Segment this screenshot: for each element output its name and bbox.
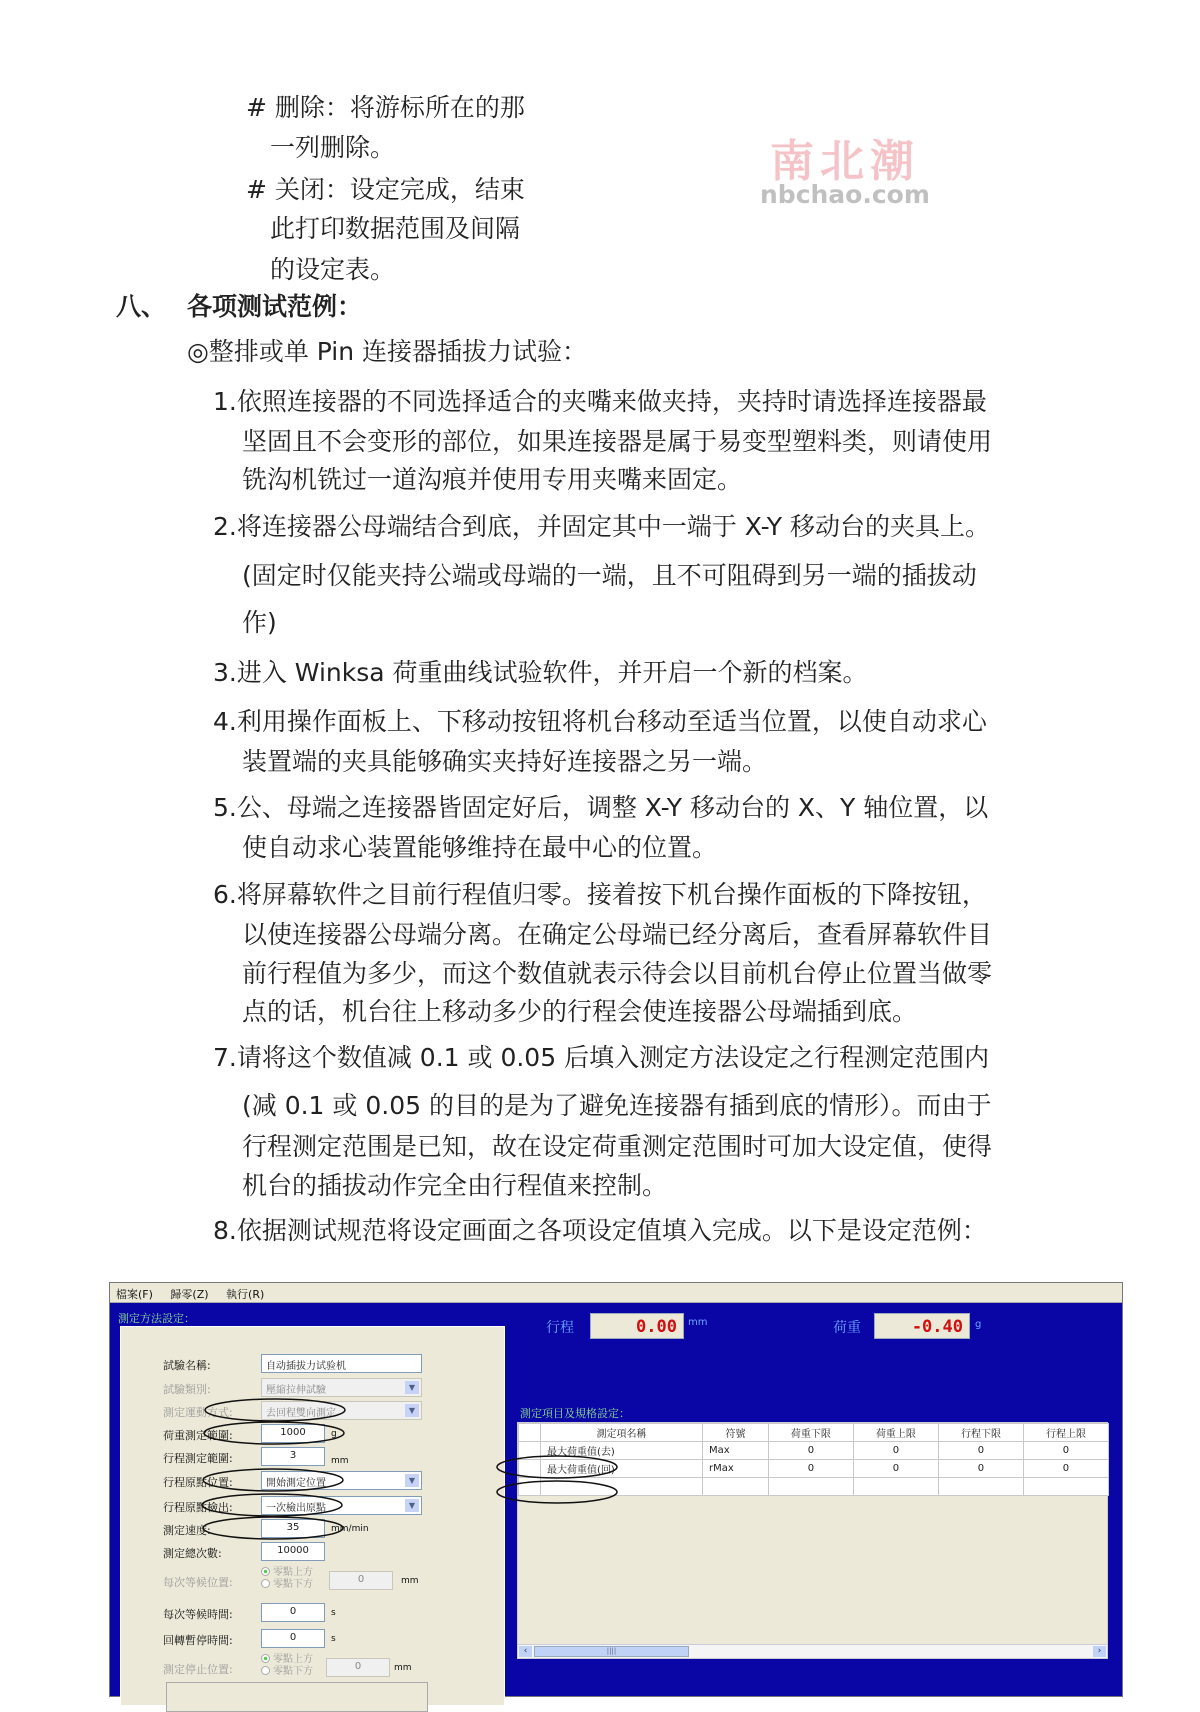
row-header-cell: [519, 1424, 541, 1442]
label: 荷重測定範圍:: [163, 1429, 233, 1442]
row-stroke-range: [121, 1447, 506, 1467]
spec-table: [518, 1423, 1109, 1496]
cell[interactable]: 0: [938, 1442, 1023, 1460]
subsection-title: ◎整排或单 Pin 连接器插拔力试验：: [187, 337, 588, 366]
text-line: 装置端的夹具能够确实夹持好连接器之另一端。: [242, 747, 768, 776]
text-line: 3.进入 Winksa 荷重曲线试验软件，并开启一个新的档案。: [213, 658, 868, 687]
text-line: 铣沟机铣过一道沟痕并使用专用夹嘴来固定。: [242, 465, 743, 494]
cell[interactable]: 最大荷重值(回): [541, 1460, 703, 1478]
table-header: [519, 1424, 1109, 1442]
text-line: 5.公、母端之连接器皆固定好后，调整 X-Y 移动台的 X、Y 轴位置，以: [213, 793, 989, 822]
text-line: 2.将连接器公母端结合到底，并固定其中一端于 X-Y 移动台的夹具上。: [213, 512, 990, 541]
text-line: 1.依照连接器的不同选择适合的夹嘴来做夹持，夹持时请选择连接器最: [213, 387, 987, 416]
stroke-label: 行程: [546, 1320, 574, 1336]
label: 測定停止位置:: [163, 1663, 233, 1676]
text-line: 使自动求心装置能够维持在最中心的位置。: [242, 833, 718, 862]
row-wait-time: [121, 1603, 506, 1623]
label: 測定速度:: [163, 1524, 211, 1537]
column-header: 測定項名稱: [541, 1424, 703, 1442]
menu-zero[interactable]: 歸零(Z): [170, 1288, 209, 1301]
load-unit: g: [975, 1319, 982, 1330]
method-settings-title: 測定方法設定：: [118, 1312, 195, 1325]
pause-input[interactable]: 0: [261, 1629, 325, 1648]
scroll-left-icon[interactable]: ‹: [519, 1646, 532, 1657]
test-name-input[interactable]: 自动插拔力试验机: [261, 1354, 422, 1373]
radio-label: 零點上方: [273, 1567, 313, 1578]
method-settings-panel: [120, 1326, 505, 1706]
column-header: 荷重上限: [853, 1424, 938, 1442]
value: 壓縮拉伸試驗: [266, 1385, 326, 1396]
origin-detect-select[interactable]: [261, 1496, 422, 1515]
chevron-down-icon: ▼: [405, 1474, 419, 1487]
spec-table-panel: [517, 1422, 1108, 1659]
value: 開始測定位置: [266, 1478, 326, 1489]
cell[interactable]: 0: [1023, 1460, 1108, 1478]
row-wait-pos: [121, 1567, 506, 1591]
column-header: 行程上限: [1023, 1424, 1108, 1442]
row-origin-detect: [121, 1496, 506, 1516]
label: 測定總次數:: [163, 1547, 222, 1560]
label: 試驗名稱:: [163, 1359, 211, 1372]
cell[interactable]: 0: [853, 1460, 938, 1478]
load-label: 荷重: [833, 1320, 861, 1336]
chevron-down-icon: ▼: [405, 1381, 419, 1394]
radio-below[interactable]: [261, 1666, 313, 1678]
cell[interactable]: [768, 1478, 853, 1496]
stop-pos-radios: [261, 1654, 313, 1678]
radio-above[interactable]: [261, 1654, 313, 1666]
unit: g: [331, 1429, 337, 1439]
count-input[interactable]: 10000: [261, 1542, 325, 1561]
stroke-range-input[interactable]: 3: [261, 1447, 325, 1466]
test-type-select[interactable]: [261, 1378, 422, 1397]
label: 每次等候位置:: [163, 1576, 233, 1589]
text-line: (减 0.1 或 0.05 的目的是为了避免连接器有插到底的情形）。而由于: [242, 1091, 992, 1120]
text-line: 6.将屏幕软件之目前行程值归零。接着按下机台操作面板的下降按钮，: [213, 880, 987, 909]
cell[interactable]: [938, 1478, 1023, 1496]
text-line: # 关闭：设定完成，结束: [246, 175, 525, 204]
stop-pos-input[interactable]: 0: [326, 1658, 390, 1677]
radio-label: 零點下方: [273, 1666, 313, 1677]
text-line: 行程测定范围是已知，故在设定荷重测定范围时可加大设定值，使得: [242, 1132, 993, 1161]
text-line: # 删除：将游标所在的那: [246, 93, 525, 122]
text-line: 以使连接器公母端分离。在确定公母端已经分离后，查看屏幕软件目: [242, 920, 993, 949]
label: 行程原點位置:: [163, 1476, 233, 1489]
section-title: 各项测试范例：: [187, 292, 363, 321]
cell[interactable]: 0: [768, 1442, 853, 1460]
cell[interactable]: Max: [703, 1442, 769, 1460]
row-origin-pos: [121, 1471, 506, 1491]
value: 一次檢出原點: [266, 1503, 326, 1514]
chevron-down-icon: ▼: [405, 1499, 419, 1512]
wait-pos-radios: [261, 1567, 313, 1591]
row-count: [121, 1542, 506, 1562]
unit: mm/min: [331, 1524, 369, 1534]
row-stop-pos: [121, 1654, 506, 1678]
chevron-down-icon: ▼: [405, 1404, 419, 1417]
cell[interactable]: [1023, 1478, 1108, 1496]
speed-input[interactable]: 35: [261, 1519, 325, 1538]
column-header: 行程下限: [938, 1424, 1023, 1442]
software-screenshot: [109, 1282, 1123, 1697]
text-line: 作): [242, 608, 277, 637]
table-row[interactable]: [519, 1460, 1109, 1478]
cell[interactable]: 0: [853, 1442, 938, 1460]
wait-pos-input[interactable]: 0: [329, 1571, 393, 1590]
cell[interactable]: 最大荷重值(去): [541, 1442, 703, 1460]
text-line: 4.利用操作面板上、下移动按钮将机台移动至适当位置，以使自动求心: [213, 707, 987, 736]
row-pause: [121, 1629, 506, 1649]
menu-run[interactable]: 執行(R): [226, 1288, 265, 1301]
label: 回轉暫停時間:: [163, 1634, 233, 1647]
text-line: 坚固且不会变形的部位，如果连接器是属于易变型塑料类，则请使用: [242, 427, 993, 456]
text-line: 一列删除。: [270, 133, 396, 162]
cell[interactable]: [541, 1478, 703, 1496]
text-line: 前行程值为多少，而这个数值就表示待会以目前机台停止位置当做零: [242, 959, 993, 988]
label: 每次等候時間:: [163, 1608, 233, 1621]
radio-label: 零點下方: [273, 1579, 313, 1590]
section-number: 八、: [116, 292, 167, 321]
scroll-right-icon[interactable]: ›: [1093, 1646, 1106, 1657]
row-test-type: [121, 1378, 506, 1398]
table-row-empty[interactable]: [519, 1478, 1109, 1496]
watermark-cn: 南北潮: [769, 136, 920, 187]
motion-select[interactable]: [261, 1401, 422, 1420]
radio-above[interactable]: [261, 1567, 313, 1579]
text-line: 此打印数据范围及间隔: [270, 214, 521, 243]
text-line: 的设定表。: [270, 255, 396, 284]
text-line: 8.依据测试规范将设定画面之各项设定值填入完成。以下是设定范例：: [213, 1216, 987, 1245]
scrollbar-thumb[interactable]: ||||: [534, 1646, 689, 1657]
column-header: 符號: [703, 1424, 769, 1442]
cell[interactable]: [853, 1478, 938, 1496]
table-title: 測定項目及規格設定：: [520, 1407, 630, 1420]
unit: mm: [401, 1576, 419, 1586]
radio-below[interactable]: [261, 1579, 313, 1591]
radio-label: 零點上方: [273, 1654, 313, 1665]
cell[interactable]: rMax: [703, 1460, 769, 1478]
row-header-cell: [519, 1478, 541, 1496]
column-header: 荷重下限: [768, 1424, 853, 1442]
row-header-cell: [519, 1460, 541, 1478]
row-test-name: [121, 1354, 506, 1374]
cell[interactable]: 0: [768, 1460, 853, 1478]
stroke-readout: 0.00: [590, 1313, 684, 1339]
text-line: 机台的插拔动作完全由行程值来控制。: [242, 1171, 668, 1200]
label: 行程測定範圍:: [163, 1452, 233, 1465]
group-box: [166, 1682, 428, 1712]
label: 測定運動方式:: [163, 1406, 233, 1419]
table-row[interactable]: [519, 1442, 1109, 1460]
origin-pos-select[interactable]: [261, 1471, 422, 1490]
row-speed: [121, 1519, 506, 1539]
watermark-en: nbchao.com: [760, 180, 930, 209]
wait-time-input[interactable]: 0: [261, 1603, 325, 1622]
unit: mm: [394, 1663, 412, 1673]
unit: s: [331, 1608, 336, 1618]
cell[interactable]: [703, 1478, 769, 1496]
text-line: (固定时仅能夹持公端或母端的一端，且不可阻碍到另一端的插拔动: [242, 561, 977, 590]
unit: mm: [331, 1456, 349, 1466]
stroke-unit: mm: [688, 1317, 708, 1328]
value: 去回程雙向測定: [266, 1408, 336, 1419]
menu-bar: [110, 1283, 1122, 1303]
cell[interactable]: 0: [1023, 1442, 1108, 1460]
row-header-cell: [519, 1442, 541, 1460]
horizontal-scrollbar[interactable]: [518, 1644, 1107, 1658]
text-line: 点的话，机台往上移动多少的行程会使连接器公母端插到底。: [242, 997, 918, 1026]
row-motion: [121, 1401, 506, 1421]
row-load-range: [121, 1424, 506, 1444]
watermark: [760, 136, 930, 209]
menu-file[interactable]: 檔案(F): [116, 1288, 153, 1301]
unit: s: [331, 1634, 336, 1644]
cell[interactable]: 0: [938, 1460, 1023, 1478]
load-readout: -0.40: [874, 1313, 970, 1339]
load-range-input[interactable]: 1000: [261, 1424, 325, 1443]
label: 行程原點檢出:: [163, 1501, 233, 1514]
label: 試驗類別:: [163, 1383, 211, 1396]
text-line: 7.请将这个数值减 0.1 或 0.05 后填入测定方法设定之行程测定范围内: [213, 1043, 990, 1072]
